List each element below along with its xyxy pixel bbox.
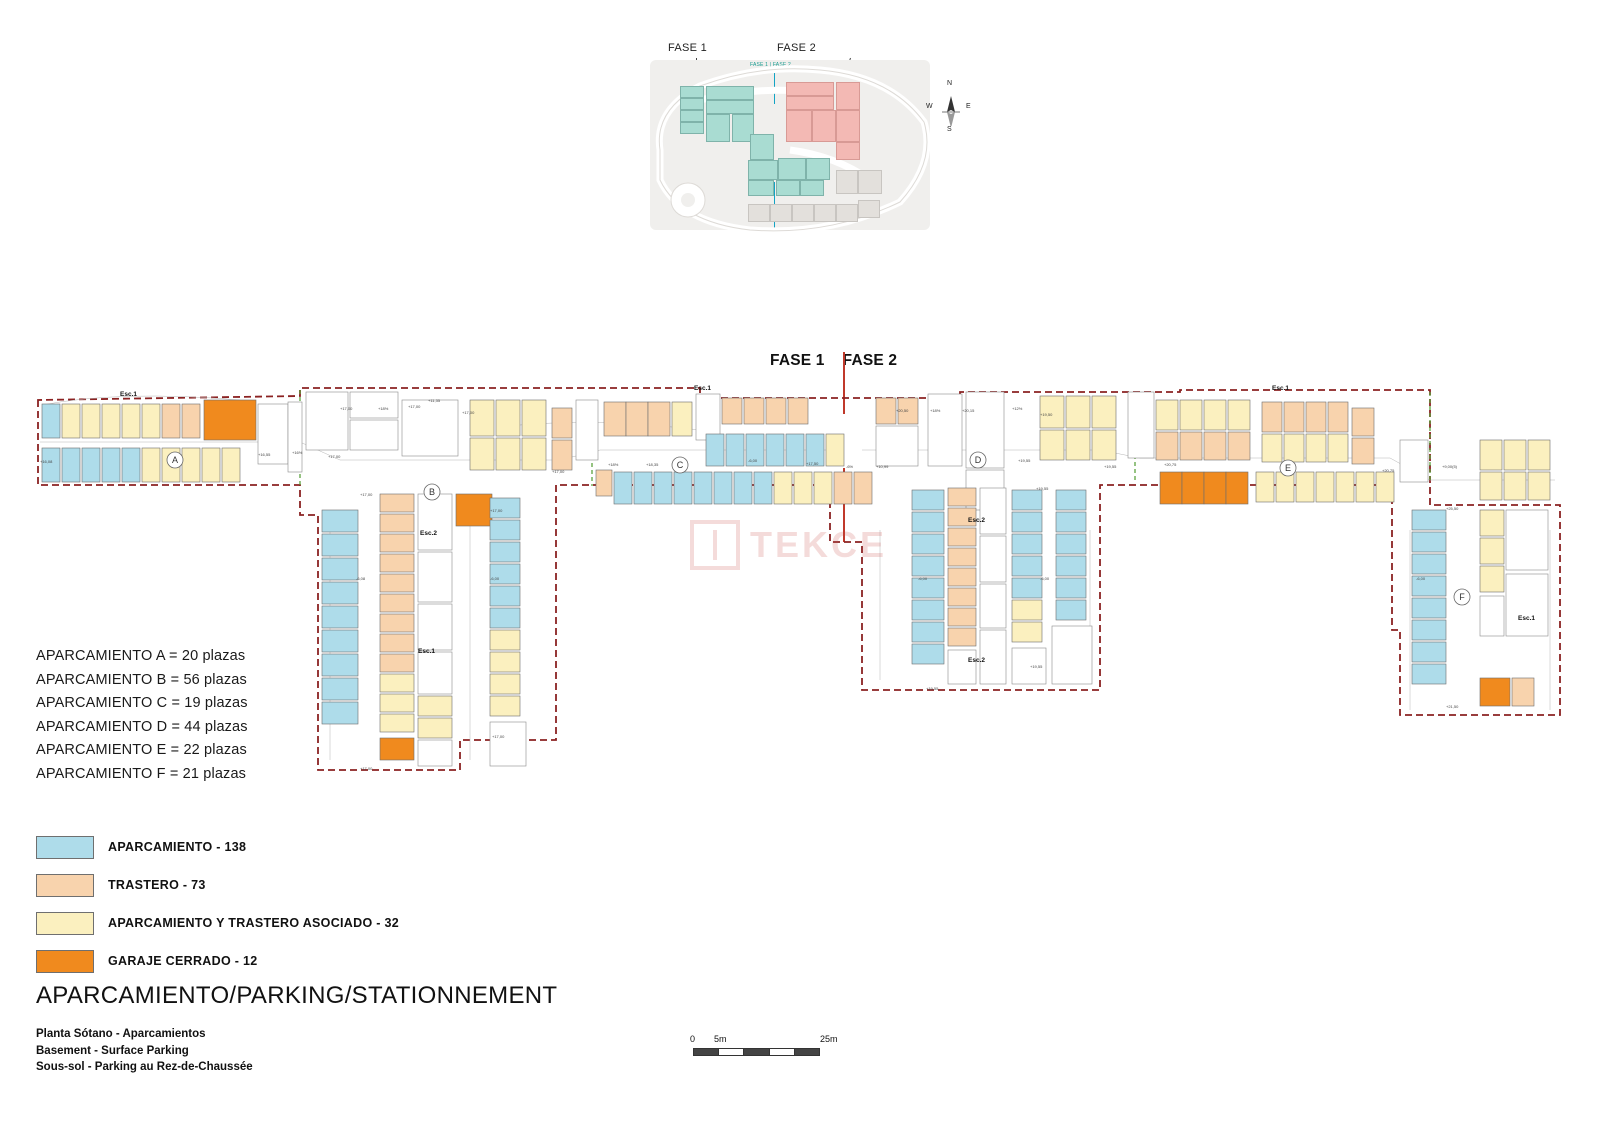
fase1-text: FASE 1 xyxy=(770,352,825,369)
keyplan-block xyxy=(706,100,754,114)
keyplan-block xyxy=(836,204,858,222)
svg-text:-6,00: -6,00 xyxy=(1040,576,1050,581)
svg-text:+18,35: +18,35 xyxy=(646,462,659,467)
legend-row-parking-storage xyxy=(36,904,399,942)
scale-label-zero: 0 xyxy=(690,1034,696,1044)
svg-text:+16,08: +16,08 xyxy=(40,459,53,464)
svg-text:+19,55: +19,55 xyxy=(926,686,939,691)
keyplan-block xyxy=(814,204,836,222)
svg-text:+17,50: +17,50 xyxy=(806,461,819,466)
count-row-a: APARCAMIENTO A = 20 plazas xyxy=(36,648,246,664)
svg-text:+17,00: +17,00 xyxy=(360,766,373,771)
svg-text:+17,00: +17,00 xyxy=(408,404,421,409)
keyplan-block xyxy=(748,180,774,196)
keyplan-block xyxy=(706,86,754,100)
svg-text:Esc.1: Esc.1 xyxy=(418,648,435,655)
svg-text:-6,08: -6,08 xyxy=(356,576,366,581)
svg-text:-6,00: -6,00 xyxy=(1416,576,1426,581)
count-row-d: APARCAMIENTO D = 44 plazas xyxy=(36,718,248,735)
zone-d-stalls xyxy=(876,392,1250,684)
count-row-c: APARCAMIENTO C = 19 plazas xyxy=(36,695,248,712)
count-row-f: APARCAMIENTO F = 21 plazas xyxy=(36,765,247,782)
keyplan-block xyxy=(836,110,860,142)
scale-bar-labels xyxy=(690,1034,890,1046)
legend-row-closed-garage xyxy=(36,942,399,980)
svg-text:+17,00: +17,00 xyxy=(492,734,505,739)
compass-rose xyxy=(922,80,978,140)
page-title: APARCAMIENTO/PARKING/STATIONNEMENT xyxy=(36,982,558,1009)
svg-text:+19,55: +19,55 xyxy=(1030,664,1043,669)
parking-counts-list xyxy=(36,645,248,787)
keyplan-block xyxy=(806,158,830,180)
svg-text:+12%: +12% xyxy=(1012,406,1023,411)
keyplan-block xyxy=(748,204,770,222)
svg-text:+9,00(5): +9,00(5) xyxy=(1442,464,1458,469)
zone-a-stalls xyxy=(42,400,302,482)
count-row-b: APARCAMIENTO B = 56 plazas xyxy=(36,671,247,688)
svg-text:Esc.2: Esc.2 xyxy=(968,657,985,664)
svg-text:+17,00: +17,00 xyxy=(552,469,565,474)
svg-text:+17,00: +17,00 xyxy=(340,406,353,411)
keyplan-block xyxy=(858,200,880,218)
svg-text:+16,55: +16,55 xyxy=(258,452,271,457)
scale-bar xyxy=(690,1034,890,1060)
scale-label-end: 25m xyxy=(820,1034,838,1044)
compass-north-label: N xyxy=(947,80,953,87)
svg-text:+19,55: +19,55 xyxy=(1036,486,1049,491)
keyplan-block xyxy=(750,134,774,160)
legend-label-closed-garage: GARAJE CERRADO - 12 xyxy=(108,954,258,968)
legend-label-parking-storage: APARCAMIENTO Y TRASTERO ASOCIADO - 32 xyxy=(108,916,399,930)
fase2-text: FASE 2 xyxy=(842,352,898,369)
svg-text:B: B xyxy=(428,487,436,497)
keyplan-block xyxy=(792,204,814,222)
svg-text:+20,75: +20,75 xyxy=(1164,462,1177,467)
legend-swatch-parking-storage xyxy=(36,912,94,935)
keyplan-block xyxy=(680,86,704,98)
keyplan-divider-caption: FASE 1 | FASE 2 xyxy=(750,62,791,68)
svg-text:Esc.1: Esc.1 xyxy=(1518,615,1535,622)
keyplan-block xyxy=(836,170,858,194)
keyplan-block xyxy=(680,110,704,122)
legend-swatch-closed-garage xyxy=(36,950,94,973)
keyplan-block xyxy=(706,114,730,142)
zone-c-stalls xyxy=(596,470,872,504)
keyplan-block xyxy=(680,122,704,134)
keyplan-fase2-label: FASE 2 xyxy=(777,42,817,54)
keyplan-block xyxy=(836,82,860,110)
svg-text:-6,00: -6,00 xyxy=(490,576,500,581)
keyplan-block xyxy=(776,180,800,196)
svg-text:Esc.1: Esc.1 xyxy=(120,391,137,398)
svg-text:+17,00: +17,00 xyxy=(490,508,503,513)
subtitle-en: Basement - Surface Parking xyxy=(36,1044,189,1057)
keyplan-block xyxy=(778,158,806,180)
keyplan-block xyxy=(812,110,836,142)
svg-text:+20,50: +20,50 xyxy=(896,408,909,413)
keyplan-block xyxy=(786,110,812,142)
svg-text:+20,15: +20,15 xyxy=(962,408,975,413)
compass-needle-icon xyxy=(940,94,960,126)
svg-text:Esc.1: Esc.1 xyxy=(1272,385,1289,392)
svg-text:+11,35: +11,35 xyxy=(428,398,441,403)
svg-text:A: A xyxy=(171,455,179,465)
subtitle-fr: Sous-sol - Parking au Rez-de-Chaussée xyxy=(36,1061,253,1073)
count-row-e: APARCAMIENTO E = 22 plazas xyxy=(36,742,247,759)
svg-text:+18%: +18% xyxy=(378,406,389,411)
compass-south-label: S xyxy=(947,126,952,133)
svg-text:+10,99: +10,99 xyxy=(876,464,889,469)
svg-text:+19,50: +19,50 xyxy=(1040,412,1053,417)
keyplan-block xyxy=(858,170,882,194)
keyplan-block xyxy=(748,160,778,180)
svg-text:-6,00: -6,00 xyxy=(918,576,928,581)
scale-label-mid: 5m xyxy=(714,1034,727,1044)
compass-west-label: W xyxy=(926,103,933,110)
compass-east-label: E xyxy=(966,103,971,110)
svg-text:+19,55: +19,55 xyxy=(1018,458,1031,463)
svg-text:Esc.2: Esc.2 xyxy=(968,517,985,524)
keyplan-block xyxy=(770,204,792,222)
legend-row-storage xyxy=(36,866,399,904)
keyplan-fase1-label: FASE 1 xyxy=(668,42,708,54)
keyplan-block xyxy=(786,82,834,96)
svg-text:+20,75: +20,75 xyxy=(1382,468,1395,473)
subtitle-es: Planta Sótano - Aparcamientos xyxy=(36,1028,206,1040)
svg-text:+19,55: +19,55 xyxy=(1104,464,1117,469)
svg-text:+16%: +16% xyxy=(292,450,303,455)
key-plan xyxy=(640,30,980,240)
svg-text:+17,00: +17,00 xyxy=(360,492,373,497)
svg-text:F: F xyxy=(1459,592,1465,602)
svg-text:+21,50: +21,50 xyxy=(1446,704,1459,709)
scale-bar-graphic xyxy=(693,1048,820,1056)
legend-swatch-parking xyxy=(36,836,94,859)
svg-text:+18%: +18% xyxy=(608,462,619,467)
legend-label-storage: TRASTERO - 73 xyxy=(108,878,206,892)
keyplan-block xyxy=(836,142,860,160)
svg-text:+17,00: +17,00 xyxy=(328,454,341,459)
legend-swatch-storage xyxy=(36,874,94,897)
svg-text:-6,00: -6,00 xyxy=(748,458,758,463)
zone-b-upper-stalls xyxy=(306,392,844,470)
svg-text:Esc.1: Esc.1 xyxy=(694,385,711,392)
keyplan-block xyxy=(680,98,704,110)
keyplan-block xyxy=(786,96,834,110)
legend-label-parking: APARCAMIENTO - 138 xyxy=(108,840,247,854)
svg-text:D: D xyxy=(974,455,982,465)
legend-row-parking xyxy=(36,828,399,866)
subtitle-block xyxy=(36,1026,253,1076)
svg-text:+17,00: +17,00 xyxy=(462,410,475,415)
svg-text:C: C xyxy=(676,460,684,470)
svg-text:+25,50: +25,50 xyxy=(1446,506,1459,511)
legend xyxy=(36,828,399,980)
keyplan-block xyxy=(800,180,824,196)
svg-text:+18%: +18% xyxy=(930,408,941,413)
watermark-text: TEKCE xyxy=(750,524,888,565)
svg-text:E: E xyxy=(1284,463,1292,473)
svg-text:Esc.2: Esc.2 xyxy=(420,530,437,537)
svg-text:-6%: -6% xyxy=(846,464,854,469)
